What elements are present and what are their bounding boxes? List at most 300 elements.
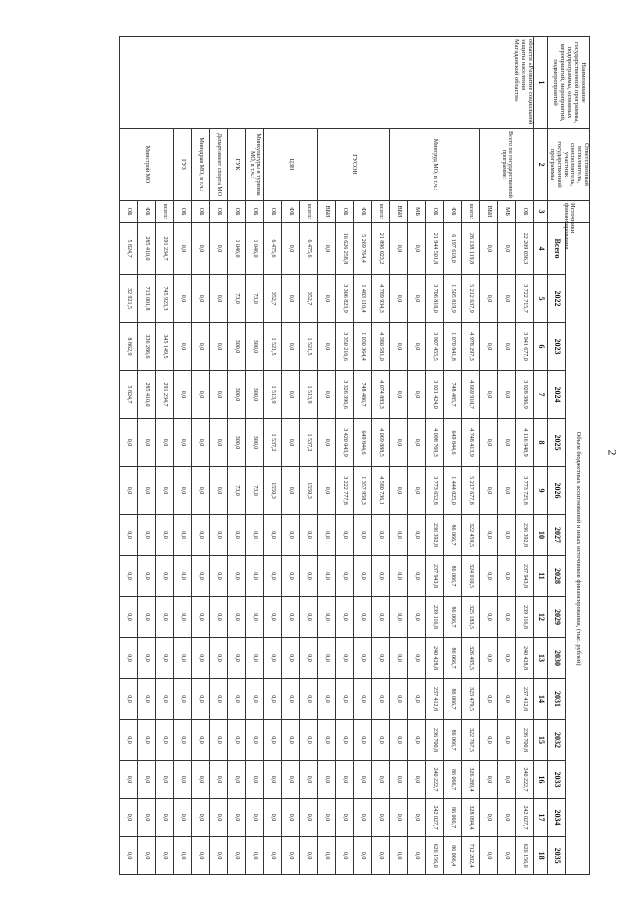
value-cell: 0,0: [174, 223, 192, 275]
value-cell: 0,0: [282, 419, 300, 467]
value-cell: 0,0: [498, 679, 516, 720]
value-cell: 300,0: [228, 323, 246, 371]
value-cell: 0,0: [498, 419, 516, 467]
value-cell: 3 350 216,6: [336, 323, 354, 371]
value-cell: 0,0: [138, 679, 156, 720]
value-cell: 0,0: [480, 419, 498, 467]
value-cell: 745 923,3: [156, 275, 174, 323]
value-cell: 0,0: [192, 515, 210, 556]
value-cell: 0,0: [192, 638, 210, 679]
value-cell: 0,0: [228, 679, 246, 720]
value-cell: 0,0: [138, 556, 156, 597]
value-cell: 291 234,7: [156, 223, 174, 275]
source-cell: всего:: [156, 201, 174, 223]
value-cell: 0,0: [174, 515, 192, 556]
value-cell: 0,0: [264, 638, 282, 679]
value-cell: 0,0: [138, 799, 156, 837]
table-row: [192, 37, 210, 875]
value-cell: 4 116 948,9: [516, 419, 534, 467]
value-cell: 236 700,8: [516, 720, 534, 761]
value-cell: 1550,3: [300, 467, 318, 515]
value-cell: 0,0: [390, 597, 408, 638]
source-cell: МБ: [498, 201, 516, 223]
value-cell: 1 537,2: [300, 419, 318, 467]
value-cell: 0,0: [246, 761, 264, 799]
value-cell: 0,0: [318, 275, 336, 323]
value-cell: 0,0: [246, 799, 264, 837]
value-cell: 0,0: [192, 371, 210, 419]
value-cell: 0,0: [336, 720, 354, 761]
source-cell: ОБ: [264, 201, 282, 223]
value-cell: 0,0: [174, 799, 192, 837]
value-cell: 336 286,6: [138, 323, 156, 371]
value-cell: 0,0: [372, 556, 390, 597]
value-cell: 0,0: [156, 515, 174, 556]
value-cell: 0,0: [210, 761, 228, 799]
value-cell: 0,0: [228, 799, 246, 837]
executor-name: Минстрой МО: [120, 129, 174, 201]
value-cell: 237 412,8: [426, 679, 444, 720]
value-cell: 322 459,5: [462, 515, 480, 556]
source-cell: МБ: [408, 201, 426, 223]
value-cell: 748 485,7: [444, 371, 462, 419]
value-cell: 0,0: [138, 761, 156, 799]
executor-name: Минздрав МО, в т.ч.:: [192, 129, 210, 201]
value-cell: 0,0: [372, 638, 390, 679]
value-cell: 0,0: [336, 799, 354, 837]
value-cell: 0,0: [408, 515, 426, 556]
value-cell: 0,0: [174, 419, 192, 467]
value-cell: 0,0: [156, 638, 174, 679]
value-cell: 242 027,7: [516, 799, 534, 837]
value-cell: 86 066,7: [444, 556, 462, 597]
value-cell: 0,0: [138, 837, 156, 875]
source-cell: ВБИ: [480, 201, 498, 223]
value-cell: 0,0: [120, 638, 138, 679]
value-cell: 239 116,8: [516, 597, 534, 638]
rotated-table-container: [60, 36, 590, 869]
year-header: 2029: [548, 597, 566, 638]
value-cell: 0,0: [156, 419, 174, 467]
value-cell: 3 907 455,5: [426, 323, 444, 371]
value-cell: 5 269 764,4: [354, 223, 372, 275]
executor-name: ЦЗН: [264, 129, 318, 201]
value-cell: 73,0: [228, 467, 246, 515]
value-cell: 0,0: [498, 761, 516, 799]
value-cell: 0,0: [498, 597, 516, 638]
value-cell: 0,0: [300, 638, 318, 679]
value-cell: 0,0: [282, 638, 300, 679]
table-row: [372, 37, 390, 875]
value-cell: 3 722 715,7: [516, 275, 534, 323]
value-cell: 0,0: [282, 679, 300, 720]
source-cell: ФБ: [282, 201, 300, 223]
value-cell: 3 706 818,0: [426, 275, 444, 323]
value-cell: 0,0: [390, 679, 408, 720]
value-cell: 0,0: [498, 556, 516, 597]
value-cell: 713 001,8: [138, 275, 156, 323]
value-cell: 0,0: [498, 371, 516, 419]
value-cell: 0,0: [354, 761, 372, 799]
source-cell: ОБ: [246, 201, 264, 223]
value-cell: 0,0: [156, 799, 174, 837]
value-cell: 0,0: [408, 761, 426, 799]
value-cell: 322 767,5: [462, 720, 480, 761]
value-cell: 6 475,6: [264, 223, 282, 275]
col-number: 10: [534, 515, 548, 556]
source-cell: ОБ: [174, 201, 192, 223]
col-number: 3: [534, 201, 548, 223]
value-cell: 0,0: [174, 837, 192, 875]
value-cell: 0,0: [282, 837, 300, 875]
value-cell: 0,0: [480, 371, 498, 419]
value-cell: 0,0: [264, 679, 282, 720]
value-cell: 6 475,6: [300, 223, 318, 275]
value-cell: 0,0: [210, 679, 228, 720]
value-cell: 240 222,7: [426, 761, 444, 799]
value-cell: 326 289,4: [462, 761, 480, 799]
col-name-header: Наименование государственной программы, подпрограммы, основных мероприятий, мероприятий, подмероприятий: [548, 37, 590, 129]
value-cell: 0,0: [120, 679, 138, 720]
value-cell: 0,0: [390, 419, 408, 467]
value-cell: 0,0: [246, 837, 264, 875]
value-cell: 352,7: [300, 275, 318, 323]
value-cell: 0,0: [408, 837, 426, 875]
value-cell: 0,0: [336, 679, 354, 720]
value-cell: 0,0: [336, 515, 354, 556]
header-row: [566, 37, 590, 875]
value-cell: 0,0: [282, 467, 300, 515]
year-header: 2023: [548, 323, 566, 371]
col-number: 16: [534, 761, 548, 799]
value-cell: 0,0: [300, 597, 318, 638]
value-cell: 3 921 424,0: [426, 371, 444, 419]
value-cell: 4 748 413,9: [462, 419, 480, 467]
value-cell: 0,0: [354, 679, 372, 720]
value-cell: 1 070 841,8: [444, 323, 462, 371]
value-cell: 0,0: [210, 467, 228, 515]
value-cell: 0,0: [408, 275, 426, 323]
value-cell: 0,0: [210, 515, 228, 556]
value-cell: 86 066,7: [444, 638, 462, 679]
value-cell: 0,0: [318, 323, 336, 371]
value-cell: 0,0: [246, 720, 264, 761]
value-cell: 1 046,0: [228, 223, 246, 275]
value-cell: 0,0: [408, 679, 426, 720]
value-cell: 0,0: [336, 638, 354, 679]
value-cell: 0,0: [282, 556, 300, 597]
value-cell: 0,0: [228, 720, 246, 761]
value-cell: 0,0: [498, 467, 516, 515]
value-cell: 0,0: [120, 467, 138, 515]
value-cell: 6 197 618,0: [444, 223, 462, 275]
value-cell: 0,0: [318, 467, 336, 515]
value-cell: 4 669 910,7: [462, 371, 480, 419]
value-cell: 0,0: [192, 323, 210, 371]
value-cell: 291 234,7: [156, 371, 174, 419]
value-cell: 0,0: [372, 679, 390, 720]
value-cell: 0,0: [390, 275, 408, 323]
table-row: [246, 37, 264, 875]
value-cell: 239 116,8: [426, 597, 444, 638]
value-cell: 237 943,8: [516, 556, 534, 597]
value-cell: 5 217 677,8: [462, 467, 480, 515]
value-cell: 0,0: [390, 223, 408, 275]
value-cell: 0,0: [156, 720, 174, 761]
value-cell: 0,0: [156, 556, 174, 597]
value-cell: 0,0: [318, 799, 336, 837]
value-cell: 0,0: [120, 556, 138, 597]
value-cell: 0,0: [372, 720, 390, 761]
value-cell: 4 069 888,5: [372, 419, 390, 467]
value-cell: 0,0: [210, 223, 228, 275]
value-cell: 0,0: [282, 275, 300, 323]
value-cell: 236 392,8: [516, 515, 534, 556]
col-number: 2: [534, 129, 548, 201]
value-cell: 1 357 958,3: [354, 467, 372, 515]
year-header: 2022: [548, 275, 566, 323]
source-cell: ВБИ: [390, 201, 408, 223]
value-cell: 0,0: [246, 515, 264, 556]
source-cell: ФБ: [138, 201, 156, 223]
value-cell: 4 789 934,3: [372, 275, 390, 323]
value-cell: 0,0: [354, 720, 372, 761]
value-cell: 0,0: [192, 837, 210, 875]
year-header: 2026: [548, 467, 566, 515]
source-cell: ОБ: [516, 201, 534, 223]
value-cell: 0,0: [120, 515, 138, 556]
value-cell: 0,0: [246, 556, 264, 597]
value-cell: 1 513,9: [264, 371, 282, 419]
value-cell: 237 412,8: [516, 679, 534, 720]
value-cell: 0,0: [192, 720, 210, 761]
col-vol-header: Объем бюджетных ассигнований и иных источников финансирования, (тыс. рублей): [566, 223, 590, 875]
value-cell: 21 896 023,2: [372, 223, 390, 275]
value-cell: 712 202,4: [462, 837, 480, 875]
value-cell: 0,0: [138, 638, 156, 679]
value-cell: 0,0: [228, 638, 246, 679]
value-cell: 0,0: [318, 761, 336, 799]
value-cell: 0,0: [174, 638, 192, 679]
value-cell: 0,0: [480, 638, 498, 679]
col-number: 6: [534, 323, 548, 371]
value-cell: 0,0: [300, 761, 318, 799]
value-cell: 285 410,0: [138, 371, 156, 419]
value-cell: 0,0: [228, 837, 246, 875]
source-cell: всего:: [300, 201, 318, 223]
value-cell: 0,0: [354, 556, 372, 597]
col-number: 18: [534, 837, 548, 875]
value-cell: 0,0: [246, 597, 264, 638]
source-cell: ФБ: [354, 201, 372, 223]
source-cell: ОБ: [336, 201, 354, 223]
value-cell: 0,0: [210, 720, 228, 761]
value-cell: 0,0: [156, 837, 174, 875]
col-number: 8: [534, 419, 548, 467]
value-cell: 0,0: [390, 556, 408, 597]
value-cell: 16 626 258,8: [336, 223, 354, 275]
value-cell: 0,0: [264, 597, 282, 638]
value-cell: 0,0: [174, 679, 192, 720]
value-cell: 1 444 025,0: [444, 467, 462, 515]
value-cell: 0,0: [228, 515, 246, 556]
value-cell: 0,0: [174, 720, 192, 761]
value-cell: 0,0: [372, 515, 390, 556]
program-name: области «Развитие социальной защиты населения Магаданской области»: [120, 37, 534, 129]
value-cell: 0,0: [408, 597, 426, 638]
value-cell: 236 700,8: [426, 720, 444, 761]
source-cell: всего:: [372, 201, 390, 223]
value-cell: 0,0: [372, 837, 390, 875]
table-row: [156, 37, 174, 875]
value-cell: 0,0: [282, 761, 300, 799]
value-cell: 0,0: [408, 556, 426, 597]
value-cell: 1 521,5: [264, 323, 282, 371]
value-cell: 300,0: [246, 371, 264, 419]
executor-name: ГУСОН: [318, 129, 390, 201]
value-cell: 300,0: [228, 419, 246, 467]
value-cell: 0,0: [192, 597, 210, 638]
value-cell: 0,0: [372, 597, 390, 638]
value-cell: 0,0: [408, 371, 426, 419]
value-cell: 0,0: [156, 467, 174, 515]
value-cell: 0,0: [282, 371, 300, 419]
value-cell: 0,0: [498, 275, 516, 323]
table-row: [174, 37, 192, 875]
value-cell: 0,0: [480, 720, 498, 761]
value-cell: 0,0: [408, 323, 426, 371]
value-cell: 323 479,5: [462, 679, 480, 720]
value-cell: 0,0: [390, 467, 408, 515]
value-cell: 0,0: [318, 556, 336, 597]
value-cell: 0,0: [318, 223, 336, 275]
value-cell: 3 773 725,8: [516, 467, 534, 515]
value-cell: 5 824,7: [120, 223, 138, 275]
value-cell: 0,0: [282, 799, 300, 837]
col-number: 1: [534, 37, 548, 129]
value-cell: 0,0: [318, 720, 336, 761]
value-cell: 0,0: [282, 720, 300, 761]
value-cell: 0,0: [408, 467, 426, 515]
source-cell: ВБИ: [318, 201, 336, 223]
value-cell: 0,0: [390, 371, 408, 419]
executor-name: ГУЗ: [174, 129, 192, 201]
value-cell: 0,0: [192, 679, 210, 720]
value-cell: 345 149,5: [156, 323, 174, 371]
value-cell: 4 380 581,0: [372, 323, 390, 371]
value-cell: 748 486,7: [354, 371, 372, 419]
value-cell: 1 483 110,4: [354, 275, 372, 323]
table-row: [462, 37, 480, 875]
col-number: 17: [534, 799, 548, 837]
value-cell: 649 844,6: [444, 419, 462, 467]
value-cell: 0,0: [354, 799, 372, 837]
executor-name: Минтруд МО, в т.ч.:: [390, 129, 480, 201]
value-cell: 242 027,7: [426, 799, 444, 837]
executor-name: Минкультуры и туризма МО, в т.ч.:: [246, 129, 264, 201]
value-cell: 0,0: [192, 799, 210, 837]
value-cell: 0,0: [498, 223, 516, 275]
value-cell: 0,0: [264, 720, 282, 761]
executor-name: Всего по государственной программе:: [480, 129, 534, 201]
value-cell: 240 428,8: [516, 638, 534, 679]
value-cell: 0,0: [192, 419, 210, 467]
value-cell: 0,0: [192, 761, 210, 799]
value-cell: 0,0: [174, 597, 192, 638]
value-cell: 0,0: [390, 799, 408, 837]
value-cell: 0,0: [390, 515, 408, 556]
value-cell: 0,0: [300, 799, 318, 837]
value-cell: 0,0: [390, 761, 408, 799]
value-cell: 0,0: [282, 323, 300, 371]
value-cell: 240 428,8: [426, 638, 444, 679]
value-cell: 0,0: [264, 799, 282, 837]
value-cell: 73,0: [228, 275, 246, 323]
value-cell: 0,0: [480, 556, 498, 597]
value-cell: 0,0: [480, 837, 498, 875]
value-cell: 240 222,7: [516, 761, 534, 799]
value-cell: 0,0: [138, 720, 156, 761]
value-cell: 0,0: [282, 223, 300, 275]
value-cell: 0,0: [228, 556, 246, 597]
value-cell: 626 156,0: [426, 837, 444, 875]
value-cell: 0,0: [192, 275, 210, 323]
col-number: 15: [534, 720, 548, 761]
value-cell: 0,0: [336, 556, 354, 597]
value-cell: 0,0: [318, 679, 336, 720]
source-cell: всего:: [462, 201, 480, 223]
value-cell: 0,0: [300, 515, 318, 556]
value-cell: 300,0: [228, 371, 246, 419]
value-cell: 21 944 501,8: [426, 223, 444, 275]
col-number: 4: [534, 223, 548, 275]
year-header: 2033: [548, 761, 566, 799]
value-cell: 1 537,2: [264, 419, 282, 467]
value-cell: 28 138 119,8: [462, 223, 480, 275]
value-cell: 0,0: [498, 515, 516, 556]
value-cell: 3 928 386,9: [516, 371, 534, 419]
value-cell: 0,0: [336, 837, 354, 875]
value-cell: 0,0: [318, 419, 336, 467]
value-cell: 0,0: [480, 799, 498, 837]
executor-name: Департамент спорта МО: [210, 129, 228, 201]
value-cell: 0,0: [174, 275, 192, 323]
value-cell: 3 773 652,8: [426, 467, 444, 515]
value-cell: 0,0: [138, 419, 156, 467]
value-cell: 0,0: [498, 837, 516, 875]
value-cell: 0,0: [138, 597, 156, 638]
value-cell: 86 066,7: [444, 799, 462, 837]
value-cell: 0,0: [318, 597, 336, 638]
value-cell: 0,0: [210, 323, 228, 371]
value-cell: 0,0: [498, 638, 516, 679]
value-cell: 8 862,9: [120, 323, 138, 371]
col-src-header: Источники финансирования: [548, 201, 590, 223]
value-cell: 1 046,0: [246, 223, 264, 275]
value-cell: 73,0: [246, 275, 264, 323]
value-cell: 86 066,7: [444, 720, 462, 761]
value-cell: 0,0: [210, 799, 228, 837]
value-cell: 0,0: [174, 467, 192, 515]
value-cell: 0,0: [498, 323, 516, 371]
value-cell: 0,0: [246, 638, 264, 679]
value-cell: 0,0: [318, 515, 336, 556]
value-cell: 236 392,8: [426, 515, 444, 556]
value-cell: 0,0: [480, 761, 498, 799]
value-cell: 0,0: [480, 323, 498, 371]
value-cell: 73,0: [246, 467, 264, 515]
value-cell: 0,0: [174, 371, 192, 419]
